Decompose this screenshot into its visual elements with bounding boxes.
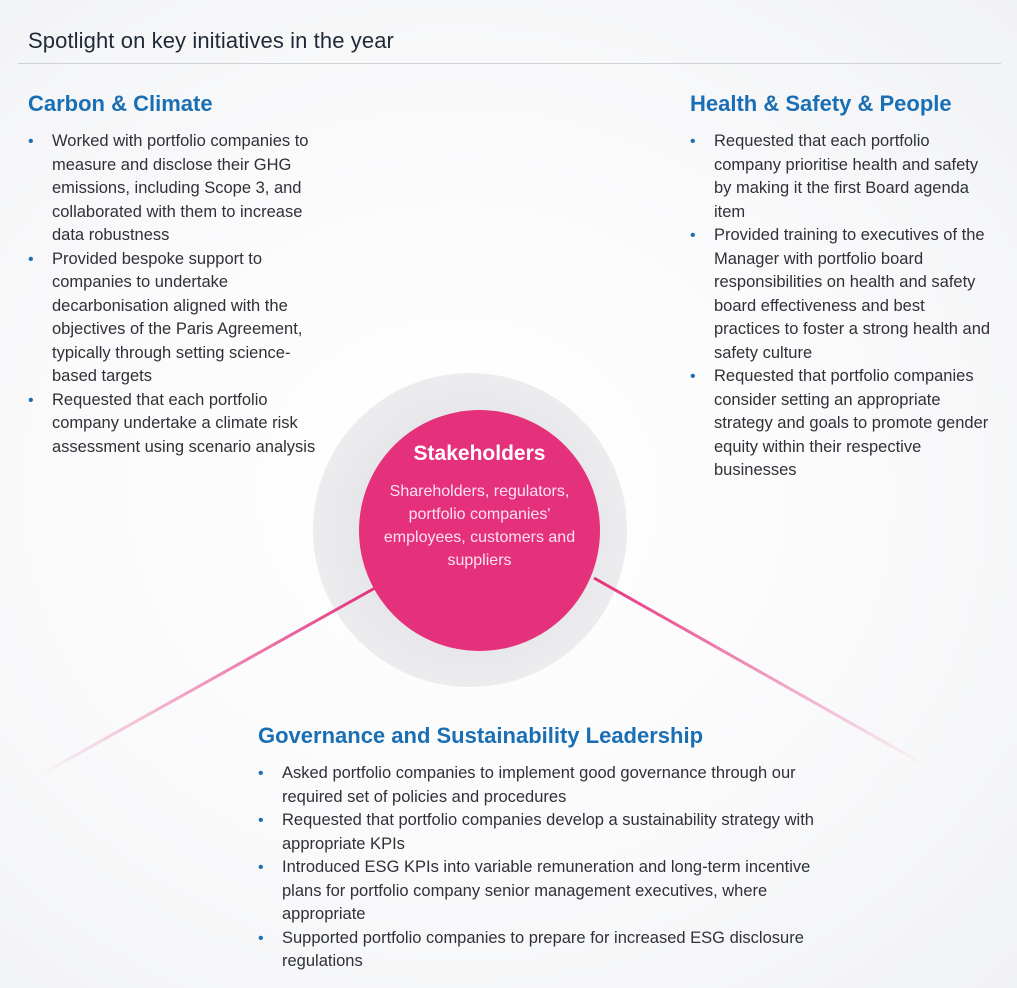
bullet-icon: •	[258, 859, 264, 876]
bullet-icon: •	[258, 929, 264, 947]
list-item: • Requested that portfolio companies develop a sustainability strategy with appropriate KPIs	[258, 811, 814, 853]
health-safety-heading: Health & Safety & People	[690, 91, 952, 116]
list-item: • Asked portfolio companies to implement good governance through our required set of policies and procedures	[258, 764, 796, 806]
bullet-icon: •	[28, 391, 34, 409]
bullet-icon: •	[28, 133, 34, 150]
list-item: • Requested that each portfolio company undertake a climate risk assessment using scenario analysis	[28, 390, 316, 456]
health-safety-list	[688, 130, 993, 483]
hub-title: Stakeholders	[413, 442, 546, 465]
list-item: • Introduced ESG KPIs into variable remuneration and long-term incentive plans for portfolio company senior management executives, where appropriate	[258, 858, 811, 923]
page-title: Spotlight on key initiatives in the year	[28, 28, 394, 53]
list-item: • Provided training to executives of the Manager with portfolio board responsibilities on health and safety board effectiveness and best practices to foster a strong health and safety culture	[690, 226, 991, 362]
list-item: • Worked with portfolio companies to measure and disclose their GHG emissions, including Scope 3, and collaborated with them to increase data robustness	[28, 132, 309, 244]
bullet-icon: •	[258, 765, 264, 782]
carbon-climate-heading: Carbon & Climate	[28, 91, 213, 116]
carbon-climate-list	[26, 130, 326, 459]
bullet-icon: •	[690, 133, 696, 150]
bullet-icon: •	[690, 227, 696, 244]
governance-heading: Governance and Sustainability Leadership	[258, 723, 704, 748]
list-item: • Supported portfolio companies to prepare for increased ESG disclosure regulations	[258, 928, 804, 970]
bullet-icon: •	[28, 250, 34, 268]
list-item: • Requested that each portfolio company prioritise health and safety by making it the first Board agenda item	[690, 132, 979, 221]
list-item: • Requested that portfolio companies consider setting an appropriate strategy and goals to promote gender equity within their respective businesses	[690, 367, 989, 479]
governance-list	[256, 762, 826, 974]
hub-subtitle: Shareholders, regulators, portfolio companies' employees, customers and suppliers	[383, 483, 576, 569]
stakeholders-hub	[359, 410, 600, 651]
list-item: • Provided bespoke support to companies to undertake decarbonisation aligned with the objectives of the Paris Agreement, typically through setting science-based targets	[28, 249, 303, 385]
bullet-icon: •	[690, 368, 696, 385]
bullet-icon: •	[258, 812, 264, 829]
